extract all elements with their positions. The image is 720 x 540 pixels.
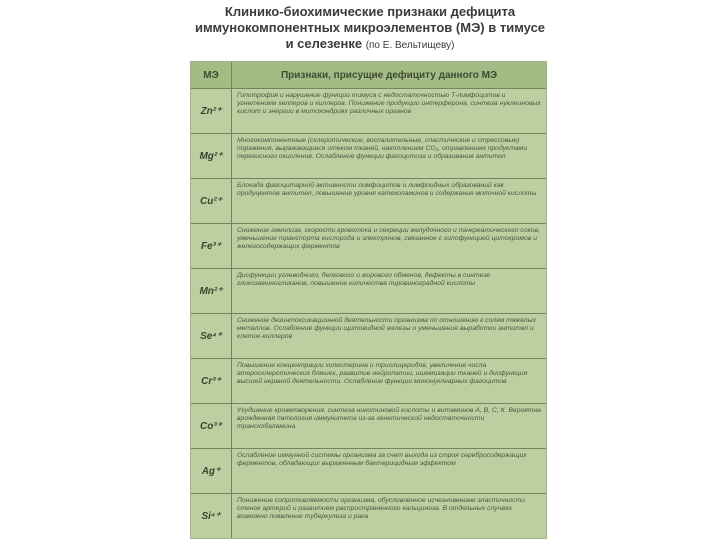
table-row (191, 224, 546, 269)
header-element-col: МЭ (191, 62, 232, 88)
table-row (191, 269, 546, 314)
row-signs: Ослабление иммунной системы организма за счет выхода из строя серебросодержащих ферментов, обладающих выраженным бактерицидным эффектом (237, 452, 527, 468)
row-element: Si⁴⁺ (191, 494, 232, 538)
table-row (191, 89, 546, 134)
table-row (191, 449, 546, 494)
row-signs: Блокада фагоцитарной активности лимфоцитов и лимфоидных образований как продуцентов антител, повышение уровня катехоламинов и содержания молочной кислоты (237, 182, 537, 198)
table-row (191, 179, 546, 224)
title-line-1: Клинико-биохимические признаки дефицита (224, 4, 516, 19)
row-signs: Снижение дезинтоксикационной деятельности организма по отношению к солям тяжелых металлов. Ослабление функции щитовидной железы и уменьшение выработки антител и клеток-киллеров (237, 317, 536, 341)
table-body (191, 89, 546, 538)
title-line-3 (190, 36, 550, 54)
title-author: (по Е. Вельтищеву) (365, 40, 455, 51)
table-header (191, 62, 546, 89)
header-signs-col: Признаки, присущие дефициту данного МЭ (280, 69, 498, 81)
title-line-2: иммунокомпонентных микроэлементов (МЭ) в тимусе (194, 20, 546, 35)
row-signs: Повышение концентрации холестерина и триглицеридов, увеличение числа атеросклеротических бляшек, развитие нейропатии, ишемизации тканей и дисфункция высшей нервной деятельности. Ослабление функции мононуклеарных фагоцитов (237, 362, 528, 386)
page-title (190, 4, 550, 54)
row-signs: Гипотрофия и нарушение функции тимуса с недостаточностью Т-лимфоцитов и угнетением хелперов и киллеров. Понижение продукции интерферона, синтеза нуклеиновых кислот и энергии в митохондриях различных органов (237, 92, 541, 116)
row-element: Cu²⁺ (191, 179, 232, 223)
row-signs: Снижение гемолиза, скорости кровотока и секреции желудочного и панкреатического соков, уменьшение транспорта кислорода и электронов, связанное с гипофункцией цитохромов и железосодержащих ферментов (237, 227, 541, 251)
title-line-3-text: и селезенке (285, 36, 363, 51)
row-element: Mn²⁺ (191, 269, 232, 313)
row-element: Cr³⁺ (191, 359, 232, 403)
row-signs: Дисфункции углеводного, белкового и жирового обменов, дефекты в синтезе гликозаминогликанов, повышение количества пировиноградной кислоты (237, 272, 491, 288)
table-row (191, 494, 546, 538)
table-row (191, 359, 546, 404)
row-element: Ag⁺ (191, 449, 232, 493)
row-element: Fe³⁺ (191, 224, 232, 268)
row-element: Co³⁺ (191, 404, 232, 448)
row-signs: Понижение сопротивляемости организма, обусловленное исчезновением эластичности стенок артерий и развитием распространенного кальциноза. В отдельных случаях возможно появление туберкулеза и рака (237, 497, 525, 521)
row-element: Zn²⁺ (191, 89, 232, 133)
row-signs: Ухудшение кроветворения, синтеза никотиновой кислоты и витаминов А, В, С, К. Вероятна врожденная патология иммунитета из-за генетической недостаточности транскобаламина (237, 407, 541, 431)
row-element: Se⁴⁺ (191, 314, 232, 358)
table-row (191, 134, 546, 179)
row-signs: Многокомпонентные (склеротические, воспалительные, спастические и стрессовые) поражения, выражающиеся отеком тканей, накоплением CO₂, отравлением продуктами перекисного окисления. Ослабление функции фагоцитоза и образования антител (237, 137, 528, 161)
table-row (191, 314, 546, 359)
table-row (191, 404, 546, 449)
row-element: Mg²⁺ (191, 134, 232, 178)
deficiency-table (190, 61, 547, 539)
